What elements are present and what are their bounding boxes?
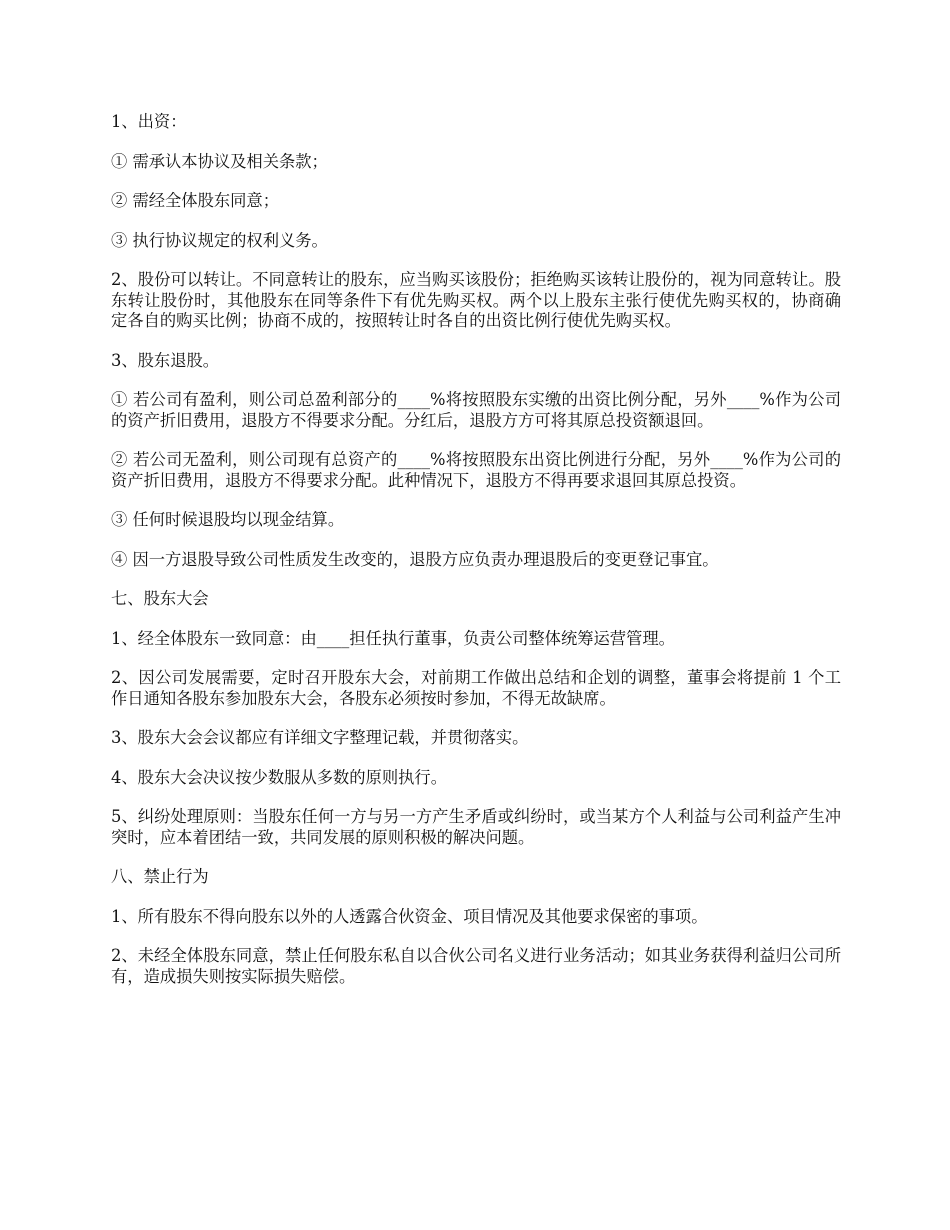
section-7-item-1: 1、经全体股东一致同意：由____担任执行董事，负责公司整体统筹运营管理。 (111, 628, 675, 648)
clause-3-item-4: ④ 因一方退股导致公司性质发生改变的，退股方应负责办理退股后的变更登记事宜。 (111, 549, 719, 569)
section-7-heading: 七、股东大会 (111, 589, 209, 608)
section-8-heading: 八、禁止行为 (111, 867, 209, 886)
clause-3-item-3: ③ 任何时候退股均以现金结算。 (111, 510, 345, 529)
section-7-item-2: 2、因公司发展需要，定时召开股东大会，对前期工作做出总结和企划的调整，董事会将提前 1 个工作日通知各股东参加股东大会，各股东必须按时参加，不得无故缺席。 (111, 668, 841, 708)
section-8-item-1: 1、所有股东不得向股东以外的人透露合伙资金、项目情况及其他要求保密的事项。 (111, 906, 708, 926)
clause-2-share-transfer: 2、股份可以转让。不同意转让的股东，应当购买该股份；拒绝购买该转让股份的，视为同意转让。股东转让股份时，其他股东在同等条件下有优先购买权。两个以上股东主张行使优先购买权的，协商确定各自的购买比例；协商不成的，按照转让时各自的出资比例行使优先购买权。 (111, 270, 841, 330)
section-8-item-2: 2、未经全体股东同意，禁止任何股东私自以合伙公司名义进行业务活动；如其业务获得利益归公司所有，造成损失则按实际损失赔偿。 (111, 946, 841, 986)
clause-1-capital: 1、出资： (111, 112, 187, 131)
clause-3-item-1: ① 若公司有盈利，则公司总盈利部分的____%将按照股东实缴的出资比例分配，另外____%作为公司的资产折旧费用，退股方不得要求分配。分红后，退股方方可将其原总投资额退回。 (111, 390, 841, 430)
section-7-item-4: 4、股东大会决议按少数服从多数的原则执行。 (111, 767, 447, 787)
section-7-item-3: 3、股东大会会议都应有详细文字整理记载，并贯彻落实。 (111, 728, 529, 747)
clause-1-item-3: ③ 执行协议规定的权利义务。 (111, 230, 328, 250)
section-7-item-5: 5、纠纷处理原则：当股东任何一方与另一方产生矛盾或纠纷时，或当某方个人利益与公司利益产生冲突时，应本着团结一致，共同发展的原则积极的解决问题。 (111, 807, 841, 847)
clause-1-item-2: ② 需经全体股东同意； (111, 191, 279, 210)
document-body (111, 112, 841, 1006)
clause-3-item-2: ② 若公司无盈利，则公司现有总资产的____%将按照股东出资比例进行分配，另外____%作为公司的资产折旧费用，退股方不得要求分配。此种情况下，退股方不得再要求退回其原总投资。 (111, 450, 841, 490)
clause-1-item-1: ① 需承认本协议及相关条款； (111, 151, 328, 171)
clause-3-withdrawal: 3、股东退股。 (111, 350, 220, 370)
